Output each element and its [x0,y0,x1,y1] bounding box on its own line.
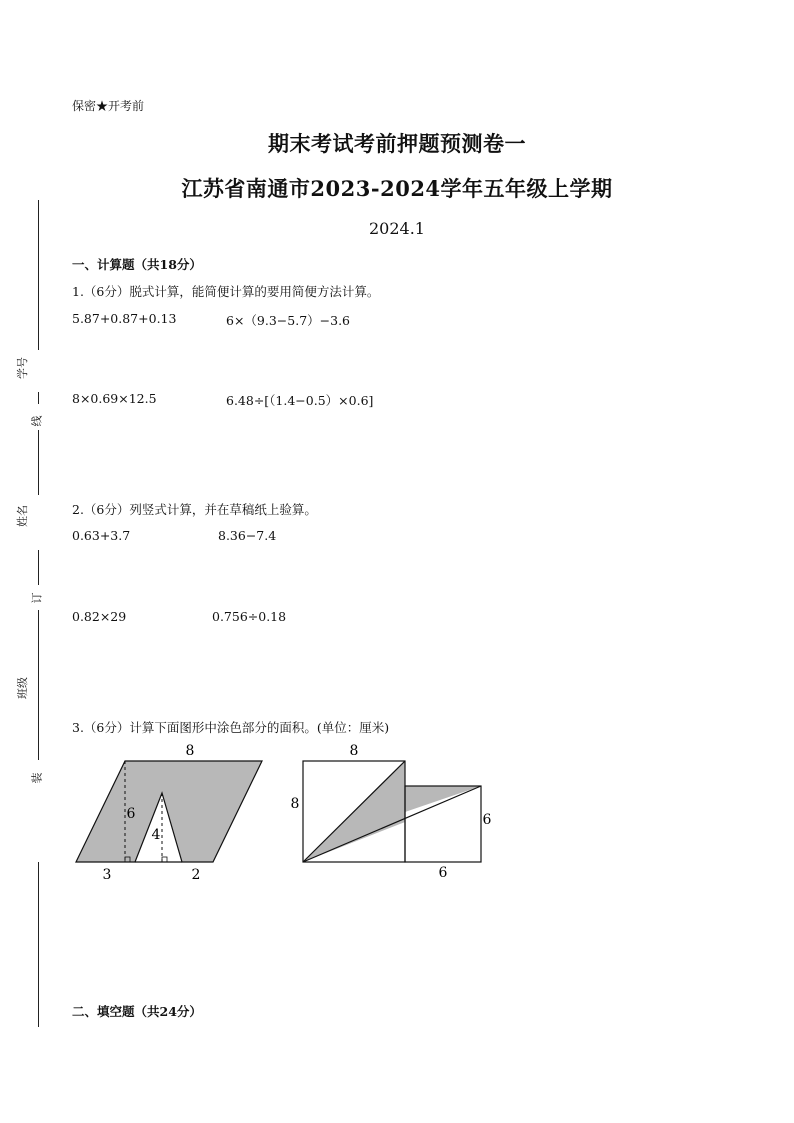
q3-prompt: 3.（6分）计算下面图形中涂色部分的面积。(单位：厘米) [72,720,390,735]
q2-item-3: 0.82×29 [72,609,127,624]
exam-date: 2024.1 [369,219,425,238]
fig2-label-bottom: 6 [438,865,448,881]
section2-heading: 二、填空题（共24分） [72,1004,202,1019]
section1-heading: 一、计算题（共18分） [72,257,202,272]
q1-item-1: 5.87+0.87+0.13 [72,311,177,326]
q2-item-4: 0.756÷0.18 [212,609,287,624]
fig2-label-top: 8 [349,743,359,759]
binding-label-order: 订 [30,592,44,604]
fig2-label-right: 6 [482,812,492,828]
shaded-triangle-small [405,786,481,812]
fig1-label-height: 6 [126,806,136,822]
fig1-label-triangle-height: 4 [151,827,161,843]
fig1-label-base-left: 3 [102,867,112,883]
binding-label-bind: 装 [30,772,44,784]
right-angle-mark-2 [162,857,167,862]
q2-prompt: 2.（6分）列竖式计算，并在草稿纸上验算。 [72,502,317,517]
page-subtitle: 江苏省南通市2023-2024学年五年级上学期 [181,176,613,201]
binding-label-line: 线 [30,415,44,427]
fig1-label-top: 8 [185,743,195,759]
q2-item-2: 8.36−7.4 [218,528,277,543]
fig2-label-left: 8 [290,796,300,812]
secret-note: 保密★开考前 [72,99,145,113]
q1-item-4: 6.48÷[（1.4−0.5）×0.6] [226,393,374,408]
q1-prompt: 1.（6分）脱式计算，能简便计算的要用简便方法计算。 [72,284,380,299]
binding-line-4 [38,550,39,585]
fig1-label-base-right: 2 [191,867,201,883]
binding-label-name: 姓名 [16,505,29,527]
binding-label-student-id: 学号 [16,357,29,379]
q3-figure-squares [285,740,500,885]
binding-label-class: 班级 [16,677,29,699]
q3-figure-parallelogram [70,740,270,885]
binding-line-5 [38,610,39,660]
binding-line-6 [38,660,39,760]
page-title: 期末考试考前押题预测卷一 [268,131,526,156]
q1-item-3: 8×0.69×12.5 [72,391,157,406]
binding-line-3 [38,430,39,495]
q1-item-2: 6×（9.3−5.7）−3.6 [226,313,351,328]
parallelogram-shaded-region [76,761,262,862]
binding-line-2 [38,392,39,404]
binding-line-7 [38,862,39,1027]
q2-item-1: 0.63+3.7 [72,528,131,543]
